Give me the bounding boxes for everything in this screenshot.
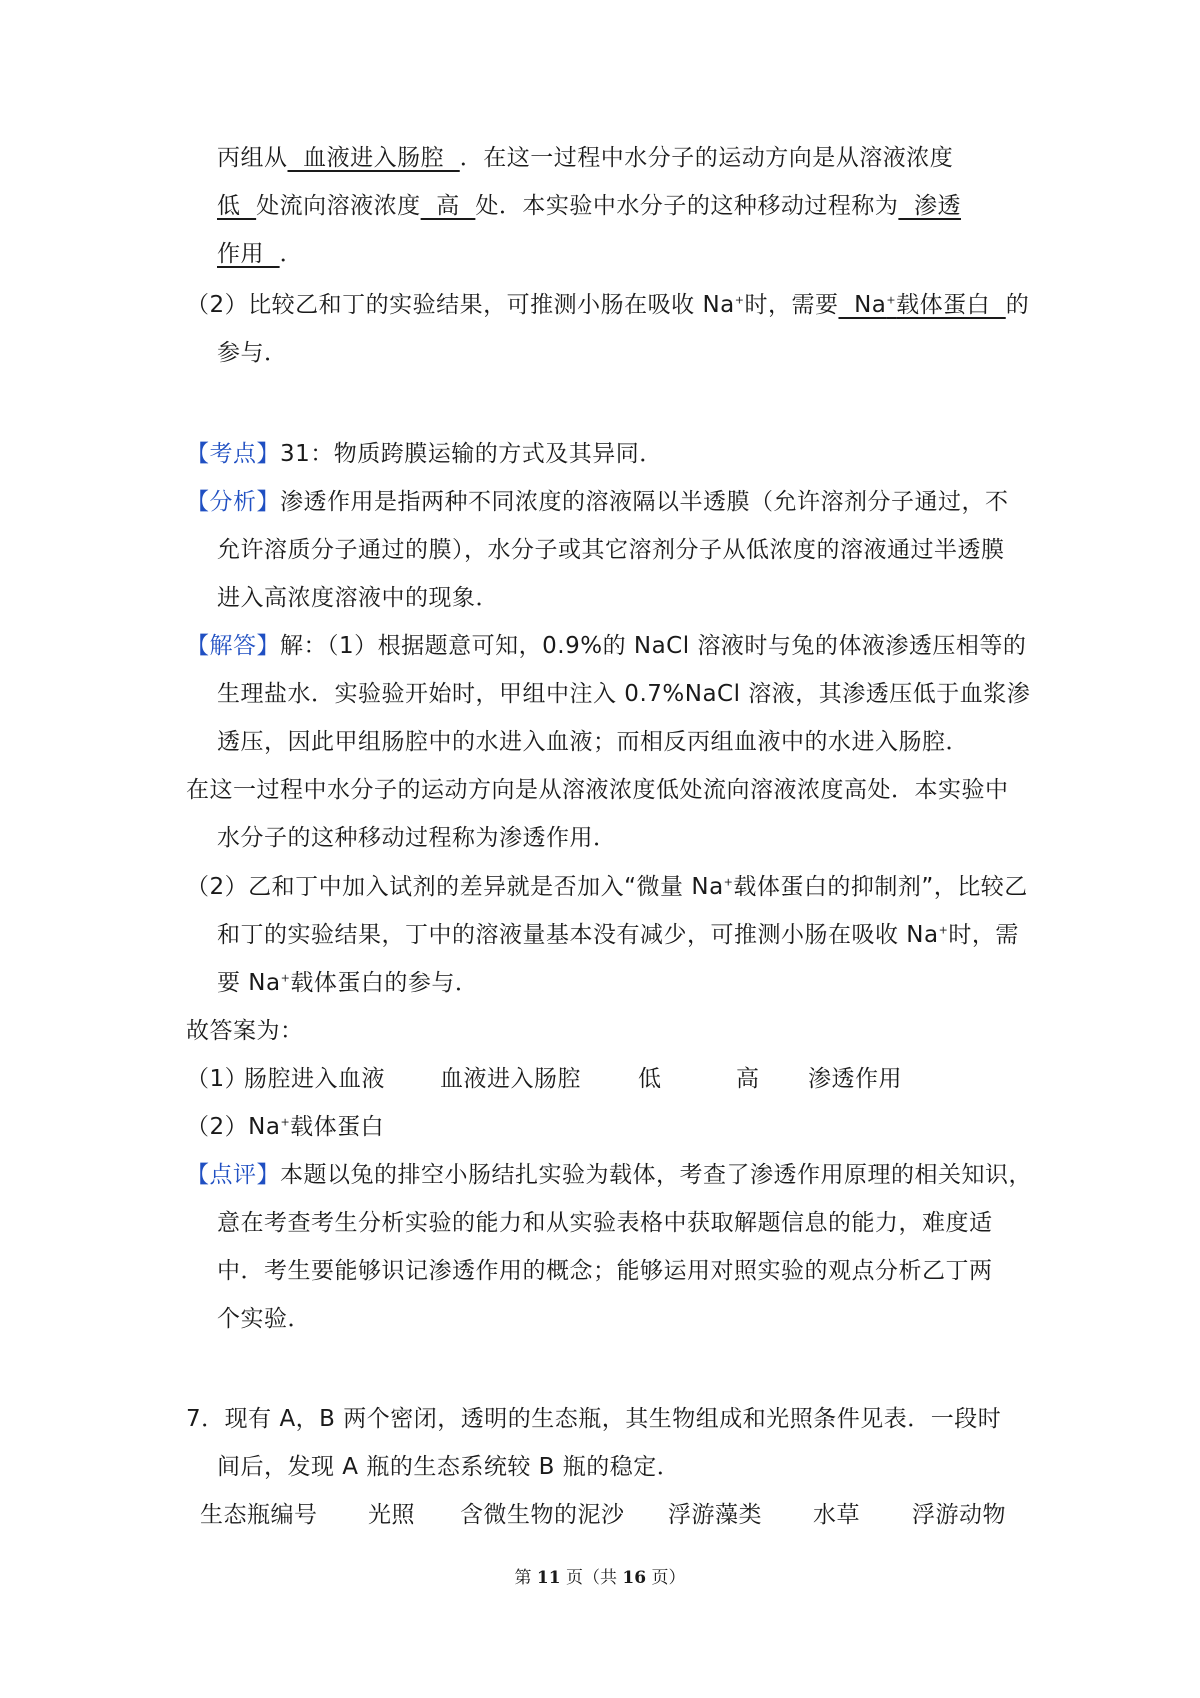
- text: 间后，发现 A 瓶的生态系统较 B 瓶的稳定．: [217, 1454, 681, 1480]
- text: 故答案为：: [186, 1018, 304, 1044]
- page-footer: [0, 1563, 1200, 1588]
- fenxi-tag: 【分析】: [186, 489, 280, 515]
- answer-line-4: [186, 290, 1029, 320]
- answer-item: 高: [736, 1066, 760, 1092]
- text: （2）比较乙和丁的实验结果，可推测小肠在吸收 Na: [186, 292, 735, 318]
- table-header-cell: 水草: [813, 1502, 860, 1528]
- text: 载体蛋白的参与．: [290, 970, 479, 996]
- text: ．在这一过程中水分子的运动方向是从溶液浓度: [459, 145, 954, 171]
- superscript: +: [938, 923, 949, 937]
- text: （2）Na: [186, 1114, 281, 1140]
- text: （2）乙和丁中加入试剂的差异就是否加入“微量 Na: [186, 874, 724, 900]
- text: 本题以兔的排空小肠结扎实验为载体，考查了渗透作用原理的相关知识，: [280, 1162, 1032, 1188]
- text: 水分子的这种移动过程称为渗透作用．: [217, 825, 617, 851]
- text: 允许溶质分子通过的膜），水分子或其它溶剂分子从低浓度的溶液通过半透膜: [217, 537, 1005, 563]
- text: 中．考生要能够识记渗透作用的概念；能够运用对照实验的观点分析乙丁两: [217, 1258, 993, 1284]
- table-header-cell: 浮游动物: [912, 1502, 1006, 1528]
- answer-line-1: [217, 143, 953, 173]
- answer-item: 渗透作用: [808, 1066, 902, 1092]
- fill-blank: 渗透: [898, 193, 961, 219]
- text: 7．现有 A，B 两个密闭，透明的生态瓶，其生物组成和光照条件见表．一段时: [186, 1406, 1002, 1432]
- answer-label: （1）: [186, 1066, 249, 1092]
- text: 解：（1）根据题意可知，0.9%的 NaCl 溶液时与兔的体液渗透压相等的: [280, 633, 1027, 659]
- fill-blank: 高: [420, 193, 476, 219]
- text: 个实验．: [217, 1306, 311, 1332]
- superscript: +: [280, 971, 291, 985]
- text: 意在考查考生分析实验的能力和从实验表格中获取解题信息的能力，难度适: [217, 1210, 993, 1236]
- question-7-line-2: [217, 1452, 680, 1482]
- jieda-line-2: [217, 679, 1030, 709]
- fenxi-line-1: [186, 487, 1009, 517]
- table-header-cell: 含微生物的泥沙: [460, 1502, 625, 1528]
- text: 生理盐水．实验验开始时，甲组中注入 0.7%NaCl 溶液，其渗透压低于血浆渗: [217, 681, 1031, 707]
- jieda-line-8: [217, 968, 478, 998]
- jieda-tag: 【解答】: [186, 633, 280, 659]
- text: 进入高浓度溶液中的现象．: [217, 585, 499, 611]
- jieda-line-6: [186, 872, 1028, 902]
- answer-row-2: [186, 1112, 384, 1142]
- superscript: +: [280, 1115, 291, 1129]
- kaodian-tag: 【考点】: [186, 441, 280, 467]
- fill-blank: 血液进入肠腔: [287, 145, 460, 171]
- kaodian-text: 31：物质跨膜运输的方式及其异同．: [280, 441, 663, 467]
- superscript: +: [886, 293, 897, 307]
- table-header-cell: 浮游藻类: [668, 1502, 762, 1528]
- text: ．: [279, 241, 304, 267]
- text: 处流向溶液浓度: [256, 193, 421, 219]
- text: 时，需: [948, 922, 1019, 948]
- text: 第: [514, 1568, 532, 1588]
- text: 要 Na: [217, 970, 281, 996]
- dianping-line-3: [217, 1256, 993, 1286]
- answer-line-2: [217, 191, 961, 221]
- page-number: 11: [536, 1568, 561, 1588]
- kaodian-line: [186, 439, 663, 469]
- text: 处．本实验中水分子的这种移动过程称为: [475, 193, 899, 219]
- page-total: 16: [622, 1568, 647, 1588]
- table-header-cell: 生态瓶编号: [200, 1502, 318, 1528]
- text: 载体蛋白: [290, 1114, 385, 1140]
- question-7-line-1: [186, 1404, 1001, 1434]
- jieda-line-7: [217, 920, 1019, 950]
- answer-row-1: [186, 1064, 1066, 1094]
- dianping-line-1: [186, 1160, 1032, 1190]
- fenxi-line-2: [217, 535, 1005, 565]
- text: 的: [1005, 292, 1030, 318]
- fill-blank: 低: [217, 193, 257, 219]
- fenxi-line-3: [217, 583, 499, 613]
- jieda-line-5: [217, 823, 617, 853]
- answer-item: 低: [638, 1066, 662, 1092]
- jieda-line-1: [186, 631, 1026, 661]
- dianping-line-4: [217, 1304, 311, 1334]
- fill-blank: Na: [838, 292, 887, 318]
- text: 透压，因此甲组肠腔中的水进入血液；而相反丙组血液中的水进入肠腔．: [217, 729, 969, 755]
- fill-blank: 作用: [217, 241, 280, 267]
- text: 和丁的实验结果，丁中的溶液量基本没有减少，可推测小肠在吸收 Na: [217, 922, 939, 948]
- dianping-tag: 【点评】: [186, 1162, 280, 1188]
- text: 页（共: [566, 1568, 617, 1588]
- text: 载体蛋白的抑制剂”，比较乙: [733, 874, 1028, 900]
- dianping-line-2: [217, 1208, 993, 1238]
- text: 页）: [651, 1568, 686, 1588]
- answer-item: 血液进入肠腔: [440, 1066, 581, 1092]
- answer-title: [186, 1016, 304, 1046]
- text: 在这一过程中水分子的运动方向是从溶液浓度低处流向溶液浓度高处．本实验中: [186, 777, 1009, 803]
- answer-item: 肠腔进入血液: [244, 1066, 385, 1092]
- superscript: +: [723, 875, 734, 889]
- answer-line-5: [217, 338, 288, 368]
- answer-line-3: [217, 239, 303, 269]
- superscript: +: [734, 293, 745, 307]
- jieda-line-3: [217, 727, 969, 757]
- fill-blank: 载体蛋白: [896, 292, 1006, 318]
- text: 渗透作用是指两种不同浓度的溶液隔以半透膜（允许溶剂分子通过，不: [280, 489, 1009, 515]
- text: 时，需要: [744, 292, 839, 318]
- table-header-cell: 光照: [368, 1502, 415, 1528]
- text: 丙组从: [217, 145, 288, 171]
- jieda-line-4: [186, 775, 1009, 805]
- text: 参与．: [217, 340, 288, 366]
